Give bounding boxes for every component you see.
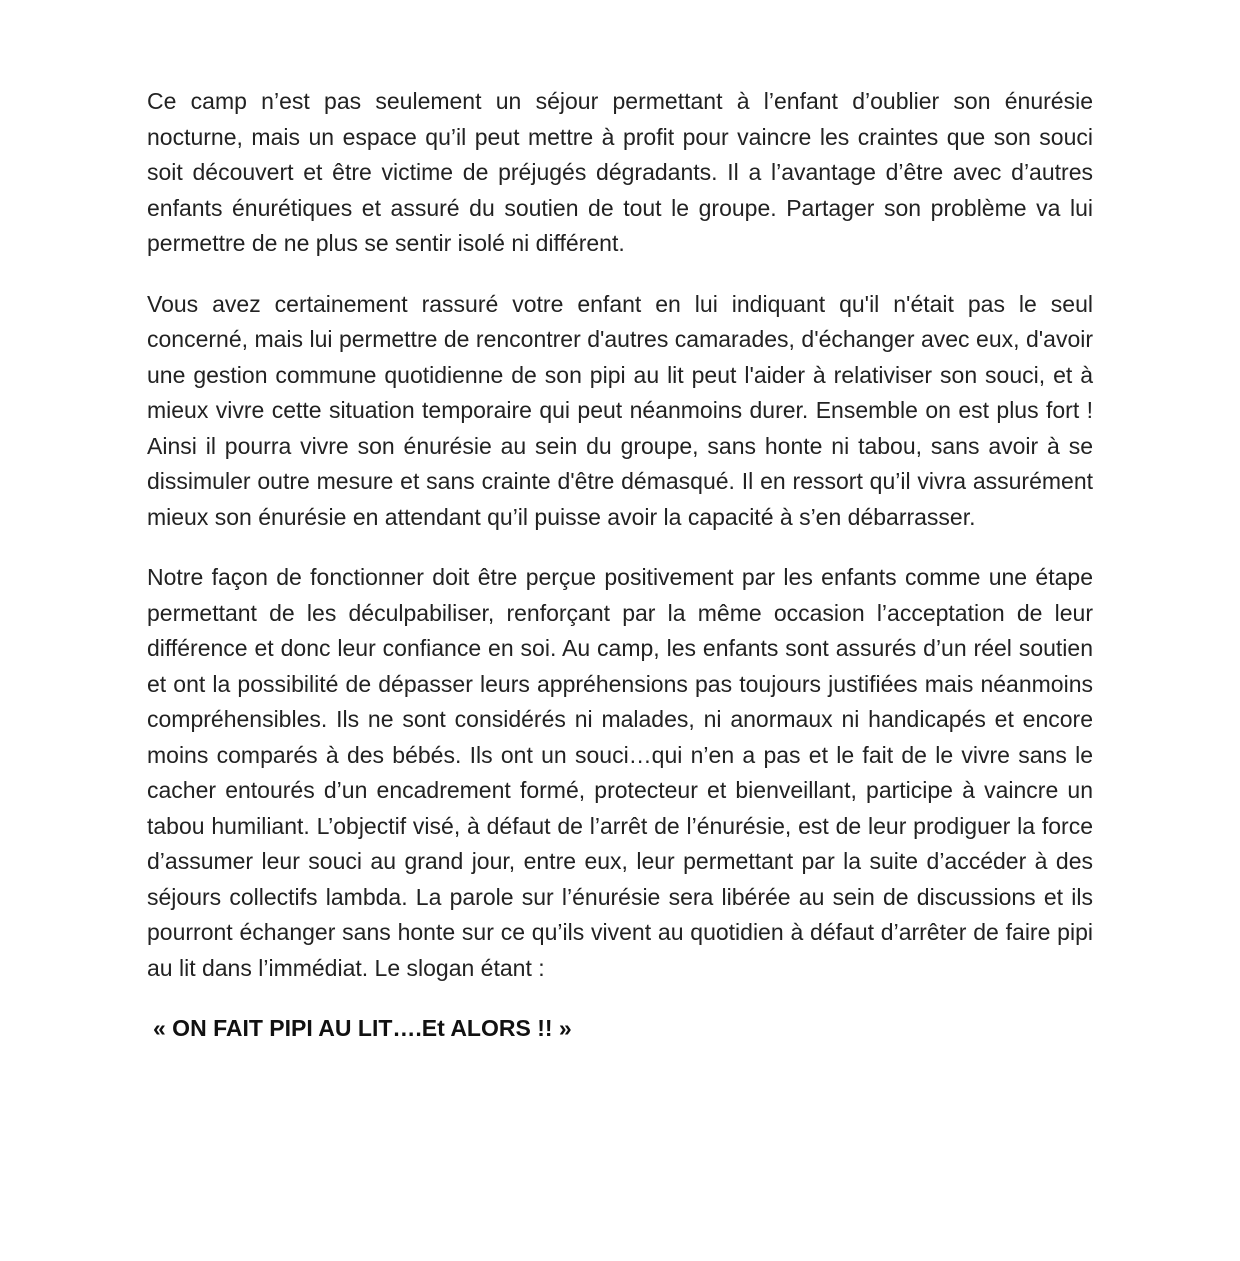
paragraph-2: Vous avez certainement rassuré votre enfant en lui indiquant qu'il n'était pas le seul concerné, mais lui permettre de rencontrer d'autres camarades, d'échanger avec eux, d'avoir une gestion commune quotidienne de son pipi au lit peut l'aider à relativiser son souci, et à mieux vivre cette situation temporaire qui peut néanmoins durer. Ensemble on est plus fort ! Ainsi il pourra vivre son énurésie au sein du groupe, sans honte ni tabou, sans avoir à se dissimuler outre mesure et sans crainte d'être démasqué. Il en ressort qu’il vivra assurément mieux son énurésie en attendant qu’il puisse avoir la capacité à s’en débarrasser. xyxy=(147,290,1093,530)
paragraph-3: Notre façon de fonctionner doit être perçue positivement par les enfants comme une étape permettant de les déculpabiliser, renforçant par la même occasion l’acceptation de leur différence et donc leur confiance en soi. Au camp, les enfants sont assurés d’un réel soutien et ont la possibilité de dépasser leurs appréhensions pas toujours justifiées mais néanmoins compréhensibles. Ils ne sont considérés ni malades, ni anormaux ni handicapés et encore moins comparés à des bébés. Ils ont un souci…qui n’en a pas et le fait de le vivre sans le cacher entourés d’un encadrement formé, protecteur et bienveillant, participe à vaincre un tabou humiliant. L’objectif visé, à défaut de l’arrêt de l’énurésie, est de leur prodiguer la force d’assumer leur souci au grand jour, entre eux, leur permettant par la suite d’accéder à des séjours collectifs lambda. La parole sur l’énurésie sera libérée au sein de discussions et ils pourront échanger sans honte sur ce qu’ils vivent au quotidien à défaut d’arrêter de faire pipi au lit dans l’immédiat. Le slogan étant : xyxy=(147,564,1093,981)
paragraph-1: Ce camp n’est pas seulement un séjour permettant à l’enfant d’oublier son énurésie nocturne, mais un espace qu’il peut mettre à profit pour vaincre les craintes que son souci soit découvert et être victime de préjugés dégradants. Il a l’avantage d’être avec d’autres enfants énurétiques et assuré du soutien de tout le groupe. Partager son problème va lui permettre de ne plus se sentir isolé ni différent. xyxy=(147,88,1093,256)
document-page xyxy=(147,84,1093,1047)
slogan: « ON FAIT PIPI AU LIT….Et ALORS !! » xyxy=(153,1015,572,1041)
